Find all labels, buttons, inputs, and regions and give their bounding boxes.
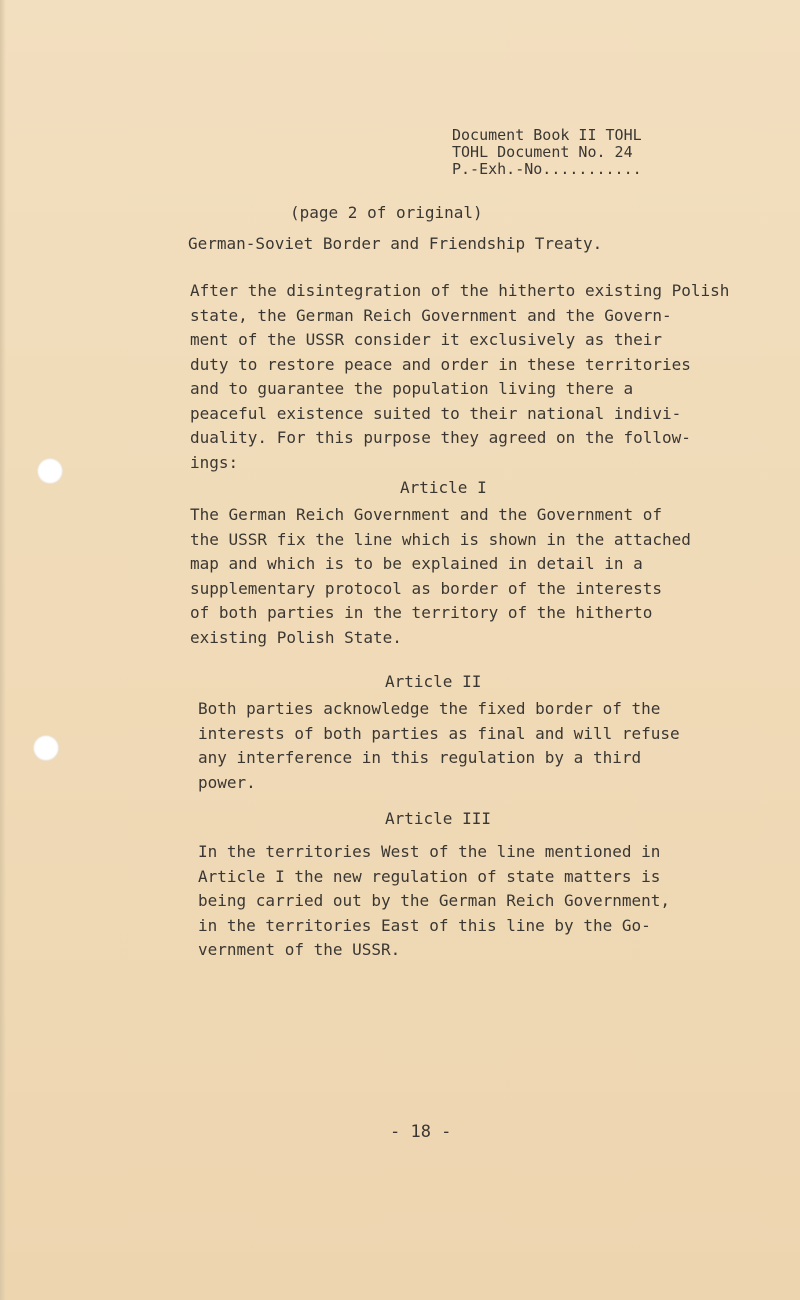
- page-edge: [0, 0, 6, 1300]
- preamble-paragraph: After the disintegration of the hitherto existing Polish state, the German Reich Government and the Govern- ment of the USSR consider it exclusively as their duty to restore peace and order in these territories and to guarantee the population living there a peaceful existence suited to their national indivi- duality. For this purpose they agreed on the follow- ings:: [190, 281, 730, 472]
- exhibit-number-line: P.-Exh.-No...........: [452, 160, 642, 178]
- article-3-heading: Article III: [385, 809, 491, 828]
- article-1-text: The German Reich Government and the Government of the USSR fix the line which is shown in the attached map and which is to be explained in detail in a supplementary protocol as border of the interests of both parties in the territory of the hitherto existing Polish State.: [190, 505, 691, 647]
- punch-hole: [37, 458, 63, 484]
- document-reference-header: [452, 127, 642, 178]
- article-2-text: Both parties acknowledge the fixed border of the interests of both parties as final and will refuse any interference in this regulation by a third power.: [198, 699, 680, 792]
- page-number: - 18 -: [390, 1122, 452, 1142]
- document-book-line: Document Book II TOHL: [452, 126, 642, 144]
- punch-hole: [33, 735, 59, 761]
- page-reference: (page 2 of original): [290, 203, 483, 222]
- document-number-line: TOHL Document No. 24: [452, 143, 633, 161]
- article-2-heading: Article II: [385, 672, 482, 691]
- treaty-title: German-Soviet Border and Friendship Treaty.: [188, 234, 603, 253]
- article-3-text: In the territories West of the line mentioned in Article I the new regulation of state matters is being carried out by the German Reich Government, in the territories East of this line by the Go- vernment of the USSR.: [198, 842, 671, 959]
- article-1-heading: Article I: [400, 478, 487, 497]
